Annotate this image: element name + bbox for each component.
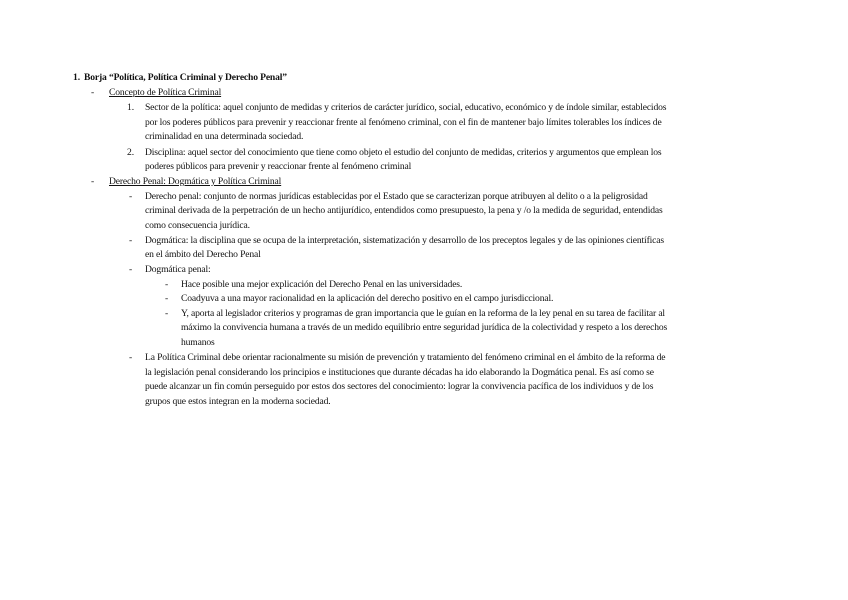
section2-item4-line1: La Política Criminal debe orientar racionalmente su misión de prevención y tratamiento del fenómeno criminal en el ámbito de la reforma de — [145, 352, 666, 363]
section2-marker: - — [91, 176, 95, 187]
section2-item1-marker: - — [129, 191, 133, 202]
section1-item1-line3: criminalidad en una determinada sociedad. — [145, 131, 304, 142]
section2-item2-line1: Dogmática: la disciplina que se ocupa de la interpretación, sistematización y desarrollo de los preceptos legales y de las opiniones científicas — [145, 235, 664, 246]
section2-title: Derecho Penal: Dogmática y Política Criminal — [109, 176, 282, 187]
heading-number: 1. — [73, 72, 81, 83]
subitem1-line1: Hace posible una mejor explicación del Derecho Penal en las universidades. — [181, 279, 463, 290]
subitem3-line1: Y, aporta al legislador criterios y programas de gran importancia que le guían en la reforma de la ley penal en su tarea de facilitar al — [181, 308, 665, 319]
subitem2-marker: - — [165, 293, 169, 304]
section2-item1-line3: como consecuencia jurídica. — [145, 220, 250, 231]
section1-item2-line2: poderes públicos para prevenir y reaccionar frente al fenómeno criminal — [145, 161, 412, 172]
section2-item1-line2: criminal derivada de la perpetración de un hecho antijurídico, entendidos como presupuesto, la pena y /o la medida de seguridad, entendidas — [145, 205, 663, 216]
subitem3-line3: humanos — [181, 337, 215, 348]
heading-title: Borja “Política, Política Criminal y Derecho Penal” — [84, 72, 287, 83]
section2-item4-line2: la legislación penal considerando los principios e instituciones que durante décadas ha ido elaborando la Dogmática penal. Es así como se — [145, 367, 654, 378]
section2-item2-marker: - — [129, 235, 133, 246]
section2-item3-marker: - — [129, 264, 133, 275]
section2-item1-line1: Derecho penal: conjunto de normas jurídicas establecidas por el Estado que se caracterizan porque atribuyen al delito o a la peligrosidad — [145, 191, 648, 202]
section1-item1-line2: por los poderes públicos para prevenir y reaccionar frente al fenómeno criminal, con el fin de mantener bajo límites tolerables los índices de — [145, 117, 662, 128]
section1-item1-marker: 1. — [127, 102, 135, 113]
section2-item4-marker: - — [129, 352, 133, 363]
section1-marker: - — [91, 87, 95, 98]
section1-item2-marker: 2. — [127, 147, 135, 158]
subitem3-marker: - — [165, 308, 169, 319]
section2-item4-line3: puede alcanzar un fin común perseguido por estos dos sectores del conocimiento: lograr la convivencia pacífica de los individuos y de los — [145, 381, 654, 392]
subitem3-line2: máximo la convivencia humana a través de un medido equilibrio entre seguridad jurídica de la colectividad y respeto a los derechos — [181, 322, 668, 333]
section1-title: Concepto de Política Criminal — [109, 87, 222, 98]
section2-item3-line1: Dogmática penal: — [145, 264, 211, 275]
section2-item4-line4: grupos que estos integran en la moderna sociedad. — [145, 396, 331, 407]
section2-item2-line2: en el ámbito del Derecho Penal — [145, 249, 261, 260]
section1-item2-line1: Disciplina: aquel sector del conocimiento que tiene como objeto el estudio del conjunto de medidas, criterios y argumentos que emplean los — [145, 147, 662, 158]
section1-item1-line1: Sector de la política: aquel conjunto de medidas y criterios de carácter jurídico, social, educativo, económico y de índole similar, establecidos — [145, 102, 667, 113]
subitem1-marker: - — [165, 279, 169, 290]
subitem2-line1: Coadyuva a una mayor racionalidad en la aplicación del derecho positivo en el campo jurisdiccional. — [181, 293, 554, 304]
